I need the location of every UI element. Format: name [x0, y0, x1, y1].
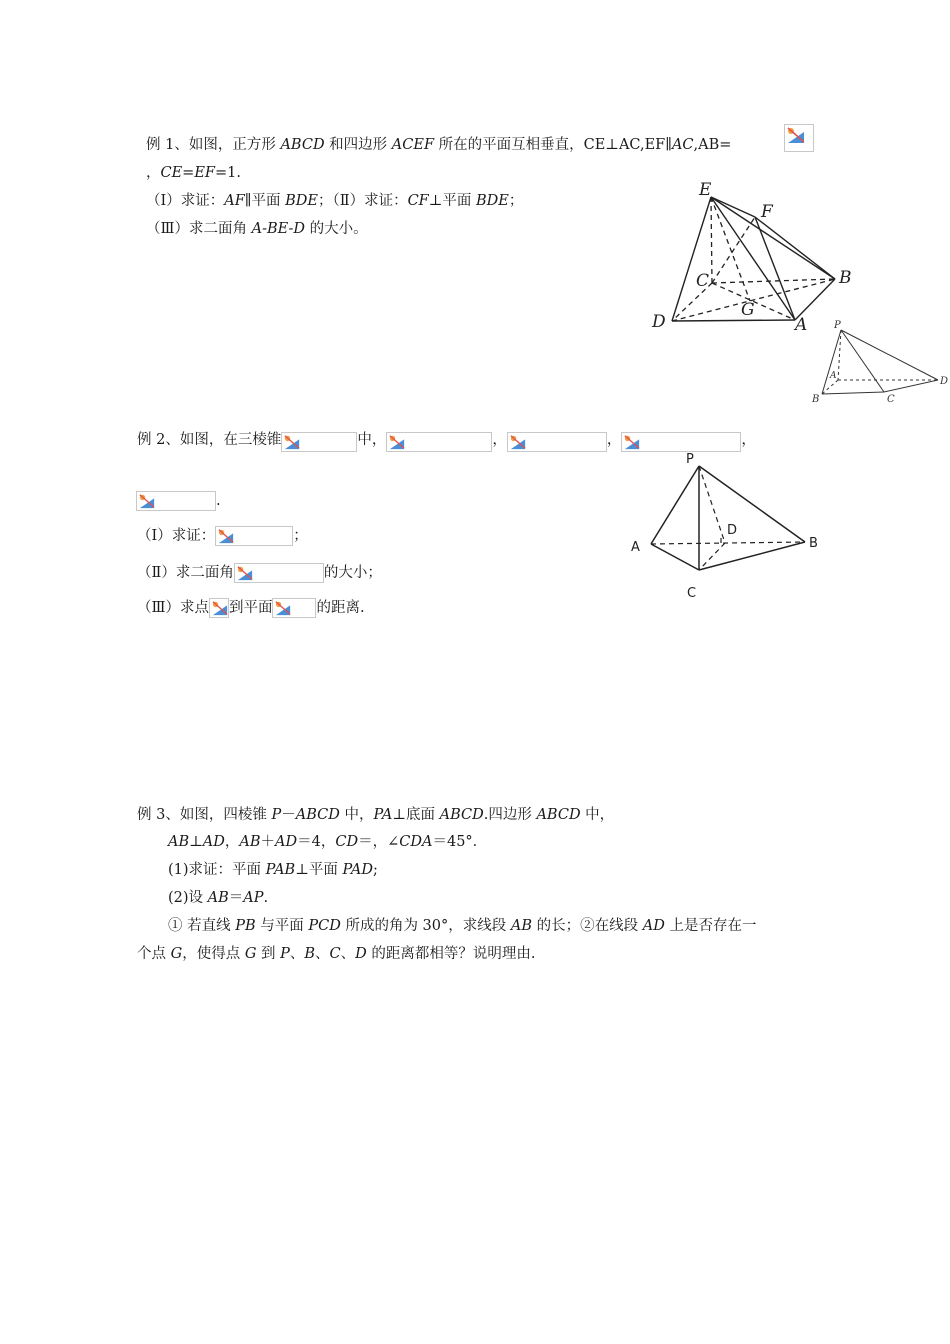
label-G: G — [741, 300, 755, 320]
ex2-line-5: （Ⅲ）求点 到平面 的距离. — [137, 600, 365, 616]
broken-image-icon — [136, 491, 216, 511]
ex1-line-3: （Ⅰ）求证：AF∥平面 BDE；（Ⅱ）求证：CF⊥平面 BDE； — [146, 193, 524, 209]
small-label-B: B — [812, 394, 820, 405]
ex3-line-4: (2)设 AB＝AP. — [168, 890, 269, 906]
fig2-label-D: D — [727, 523, 738, 538]
label-D: D — [652, 312, 666, 332]
ex1-line-1: 例 1、如图，正方形 ABCD 和四边形 ACEF 所在的平面互相垂直，CE⊥AC,EF∥AC,AB= — [146, 137, 732, 153]
fig2-label-P: P — [686, 452, 694, 467]
broken-image-icon — [234, 563, 324, 583]
figure-ex1 — [645, 175, 860, 335]
small-label-C: C — [887, 394, 895, 405]
label-C: C — [696, 271, 710, 291]
ex3-line-3: (1)求证：平面 PAB⊥平面 PAD; — [168, 862, 378, 878]
figure-ex2 — [625, 448, 825, 608]
broken-image-icon — [784, 124, 814, 152]
fig2-label-A: A — [631, 540, 640, 555]
figure-ex1-small — [808, 318, 950, 410]
ex2-line-2: . — [136, 490, 221, 512]
ex3-line-1: 例 3、如图，四棱锥 P－ABCD 中，PA⊥底面 ABCD.四边形 ABCD 中， — [137, 807, 615, 823]
ex2-line-1: 例 2、如图，在三棱锥 中， ， ， ， — [137, 428, 756, 452]
label-A: A — [795, 315, 808, 335]
broken-image-icon — [209, 598, 229, 618]
ex2-line-3: （Ⅰ）求证： ； — [137, 528, 308, 544]
broken-image-icon — [386, 432, 492, 452]
ex3-line-6: 个点 G，使得点 G 到 P、B、C、D 的距离都相等？说明理由. — [137, 946, 536, 962]
ex1-line-4: （Ⅲ）求二面角 A-BE-D 的大小。 — [146, 221, 368, 237]
ex3-line-5: ① 若直线 PB 与平面 PCD 所成的角为 30°，求线段 AB 的长；②在线段 AD 上是否存在一 — [168, 918, 757, 934]
ex1-line-2: ，CE=EF=1. — [146, 165, 241, 181]
ex3-line-2: AB⊥AD，AB＋AD＝4，CD＝，∠CDA＝45°． — [168, 834, 488, 850]
broken-image-icon — [215, 526, 293, 546]
label-B: B — [839, 268, 852, 288]
fig2-label-C: C — [687, 586, 697, 601]
fig2-label-B: B — [809, 536, 818, 551]
small-label-P: P — [834, 320, 841, 331]
broken-image-icon — [272, 598, 316, 618]
small-label-A: A — [830, 371, 837, 381]
label-E: E — [699, 180, 712, 200]
small-label-D: D — [940, 376, 949, 387]
broken-image-icon — [507, 432, 607, 452]
label-F: F — [761, 202, 773, 222]
ex2-line-4: （Ⅱ）求二面角 的大小； — [137, 565, 382, 581]
broken-image-icon — [281, 432, 357, 452]
